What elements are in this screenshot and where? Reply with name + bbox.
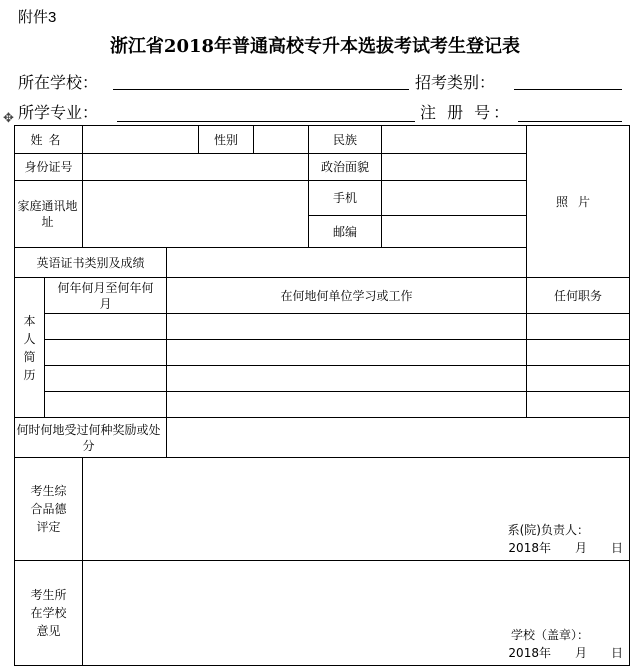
registration-field[interactable] <box>518 121 622 122</box>
category-label: 招考类别： <box>415 73 496 92</box>
resume-period-cell[interactable] <box>45 314 167 340</box>
resume-label: 本 人 简 历 <box>15 278 45 418</box>
major-label: 所学专业： <box>18 103 99 122</box>
resume-period-cell[interactable] <box>45 392 167 418</box>
resume-position-cell[interactable] <box>527 340 630 366</box>
resume-place-cell[interactable] <box>167 314 527 340</box>
id-number-input[interactable] <box>83 154 309 181</box>
school-seal-label: 学校（盖章）： <box>510 628 589 642</box>
evaluation-input[interactable] <box>83 458 630 561</box>
ethnicity-input[interactable] <box>382 126 527 154</box>
address-input[interactable] <box>83 181 309 248</box>
major-field[interactable] <box>117 121 415 122</box>
resume-position-header: 任何职务 <box>527 278 630 314</box>
form-title: 浙江省2018年普通高校专升本选拔考试考生登记表 <box>109 36 521 57</box>
resume-place-cell[interactable] <box>167 392 527 418</box>
resume-place-cell[interactable] <box>167 366 527 392</box>
phone-input[interactable] <box>382 181 527 216</box>
registration-label: 注 册 号： <box>420 103 513 122</box>
evaluation-date: 2018年 月 日 <box>508 541 623 555</box>
resume-place-cell[interactable] <box>167 340 527 366</box>
school-opinion-date: 2018年 月 日 <box>508 646 623 660</box>
resume-position-cell[interactable] <box>527 392 630 418</box>
attachment-label: 附件3 <box>18 9 57 26</box>
awards-input[interactable] <box>167 418 630 458</box>
political-status-input[interactable] <box>382 154 527 181</box>
school-opinion-label: 考生所 在学校 意见 <box>15 561 83 666</box>
phone-label: 手机 <box>309 181 382 216</box>
school-opinion-input[interactable] <box>83 561 630 666</box>
ethnicity-label: 民族 <box>309 126 382 154</box>
id-number-label: 身份证号 <box>15 154 83 181</box>
registration-table <box>14 125 630 666</box>
resume-position-cell[interactable] <box>527 314 630 340</box>
resume-period-header: 何年何月至何年何月 <box>45 278 167 314</box>
gender-label: 性别 <box>199 126 254 154</box>
school-field[interactable] <box>113 89 409 90</box>
resume-position-cell[interactable] <box>527 366 630 392</box>
political-status-label: 政治面貌 <box>309 154 382 181</box>
postcode-input[interactable] <box>382 216 527 248</box>
awards-label: 何时何地受过何种奖励或处分 <box>15 418 167 458</box>
photo-box[interactable] <box>527 126 630 278</box>
dept-head-label: 系(院)负责人： <box>507 523 589 537</box>
gender-input[interactable] <box>254 126 309 154</box>
move-handle-icon[interactable]: ✥ <box>3 111 14 126</box>
name-label: 姓名 <box>15 126 83 154</box>
name-input[interactable] <box>83 126 199 154</box>
address-label: 家庭通讯地址 <box>15 181 83 248</box>
resume-period-cell[interactable] <box>45 340 167 366</box>
resume-place-header: 在何地何单位学习或工作 <box>167 278 527 314</box>
english-cert-input[interactable] <box>167 248 527 278</box>
english-cert-label: 英语证书类别及成绩 <box>15 248 167 278</box>
photo-label: 照片 <box>555 194 600 209</box>
resume-period-cell[interactable] <box>45 366 167 392</box>
postcode-label: 邮编 <box>309 216 382 248</box>
evaluation-label: 考生综 合品德 评定 <box>15 458 83 561</box>
school-label: 所在学校： <box>18 73 99 92</box>
category-field[interactable] <box>514 89 622 90</box>
